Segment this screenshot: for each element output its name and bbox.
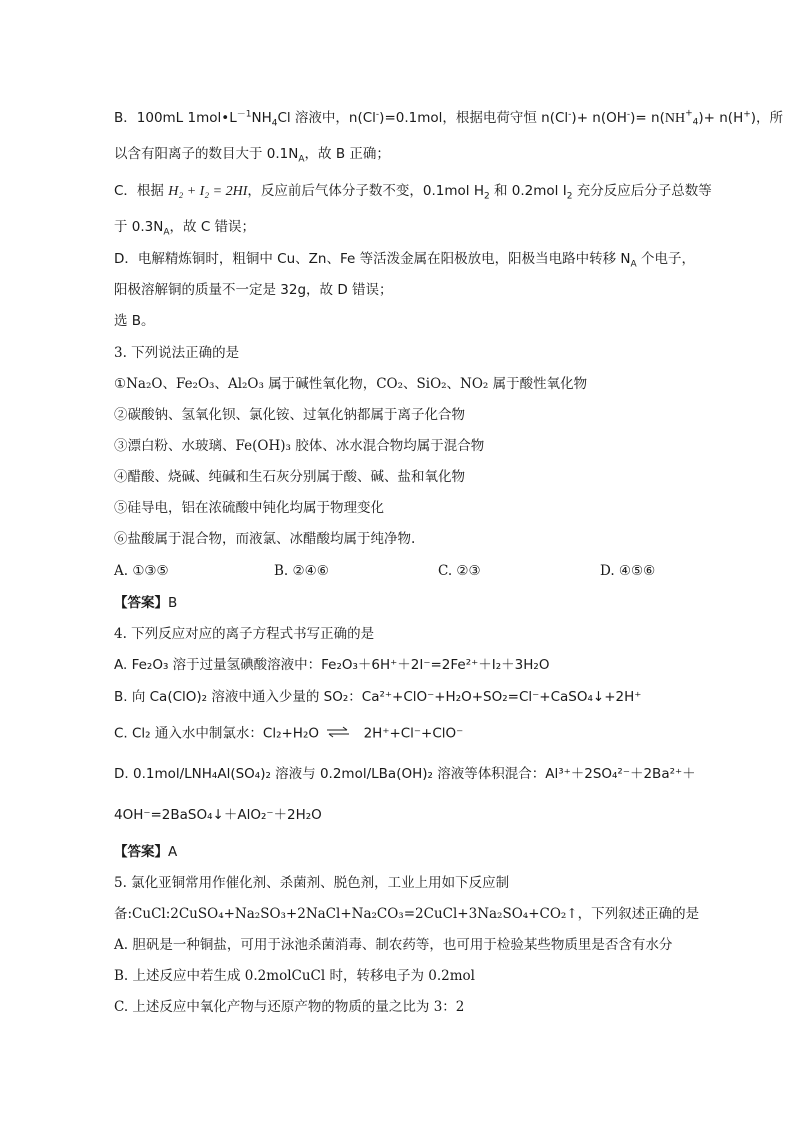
q5-stem-line2: 备:CuCl:2CuSO₄+Na₂SO₃+2NaCl+Na₂CO₃=2CuCl+3Na₂SO₄+CO₂↑，下列叙述正确的是 <box>114 906 700 922</box>
q4-answer: 【答案】A <box>114 844 178 860</box>
q3-option-d: D. ④⑤⑥ <box>600 563 656 579</box>
reversible-arrow-icon <box>325 724 351 743</box>
q3-option-c: C. ②③ <box>438 563 481 579</box>
q3-stem: 3. 下列说法正确的是 <box>114 345 240 361</box>
q3-item4: ④醋酸、烧碱、纯碱和生石灰分别属于酸、碱、盐和氧化物 <box>114 469 465 485</box>
q3-item1: ①Na₂O、Fe₂O₃、Al₂O₃ 属于碱性氧化物，CO₂、SiO₂、NO₂ 属于酸性氧化物 <box>114 376 588 392</box>
q5-option-c: C. 上述反应中氧化产物与还原产物的物质的量之比为 3：2 <box>114 999 465 1015</box>
q4-option-a: A. Fe₂O₃ 溶于过量氢碘酸溶液中：Fe₂O₃＋6H⁺＋2I⁻=2Fe²⁺＋I₂＋3H₂O <box>114 657 550 673</box>
q3-item2: ②碳酸钠、氢氧化钡、氯化铵、过氧化钠都属于离子化合物 <box>114 407 465 423</box>
q2-explain-b-line2: 以含有阳离子的数目大于 $0.1N_A$，故 B 正确； <box>114 146 390 165</box>
q5-option-a: A. 胆矾是一种铜盐，可用于泳池杀菌消毒、制农药等，也可用于检验某些物质里是否含有水分 <box>114 937 673 953</box>
q2-conclusion: 选 B。 <box>114 313 155 329</box>
q4-option-b: B. 向 Ca(ClO)₂ 溶液中通入少量的 SO₂：Ca²⁺+ClO⁻+H₂O+SO₂=Cl⁻+CaSO₄↓+2H⁺ <box>114 689 642 705</box>
q5-stem-line1: 5. 氯化亚铜常用作催化剂、杀菌剂、脱色剂，工业上用如下反应制 <box>114 875 510 891</box>
q2-explain-b-line1: B．100mL $1mol•L^{-1}NH_4Cl$ 溶液中，n(Cl-)=0.1mol，根据电荷守恒 $n(Cl^-)+ n(OH^-)= n(NH^+_4)+ n(H^+)$，所 <box>114 108 784 129</box>
q3-item6: ⑥盐酸属于混合物，而液氯、冰醋酸均属于纯净物. <box>114 531 416 547</box>
q4-option-d-line2: 4OH⁻=2BaSO₄↓＋AlO₂⁻＋2H₂O <box>114 807 322 823</box>
q5-option-b: B. 上述反应中若生成 0.2molCuCl 时，转移电子为 0.2mol <box>114 968 475 984</box>
q2-explain-d-line2: 阳极溶解铜的质量不一定是 32g，故 D 错误； <box>114 282 393 298</box>
q2-explain-c-line2: 于 $0.3N_A$，故 C 错误； <box>114 219 256 238</box>
q3-answer: 【答案】B <box>114 595 178 611</box>
q4-option-d-line1: D. 0.1mol/LNH₄Al(SO₄)₂ 溶液与 0.2mol/LBa(OH)₂ 溶液等体积混合：Al³⁺＋2SO₄²⁻＋2Ba²⁺＋ <box>114 766 696 782</box>
q3-option-a: A. ①③⑤ <box>114 563 169 579</box>
equation-h2-i2: H₂ + I₂ = 2HI <box>168 184 248 199</box>
q4-stem: 4. 下列反应对应的离子方程式书写正确的是 <box>114 626 375 642</box>
q3-option-b: B. ②④⑥ <box>274 563 329 579</box>
q3-item3: ③漂白粉、水玻璃、Fe(OH)₃ 胶体、冰水混合物均属于混合物 <box>114 438 485 454</box>
q2-explain-d-line1: D．电解精炼铜时，粗铜中 Cu、Zn、Fe 等活泼金属在阳极放电，阳极当电路中转移 $N_A$ 个电子， <box>114 251 695 270</box>
q2-explain-c-line1: C．根据 H₂ + I₂ = 2HI，反应前后气体分子数不变，0.1mol $H_2$ 和 0.2mol $I_2$ 充分反应后分子总数等 <box>114 183 712 202</box>
q3-item5: ⑤硅导电，铝在浓硫酸中钝化均属于物理变化 <box>114 500 384 516</box>
q4-option-c: C. Cl₂ 通入水中制氯水：Cl₂+H₂O 2H⁺+Cl⁻+ClO⁻ <box>114 725 464 742</box>
